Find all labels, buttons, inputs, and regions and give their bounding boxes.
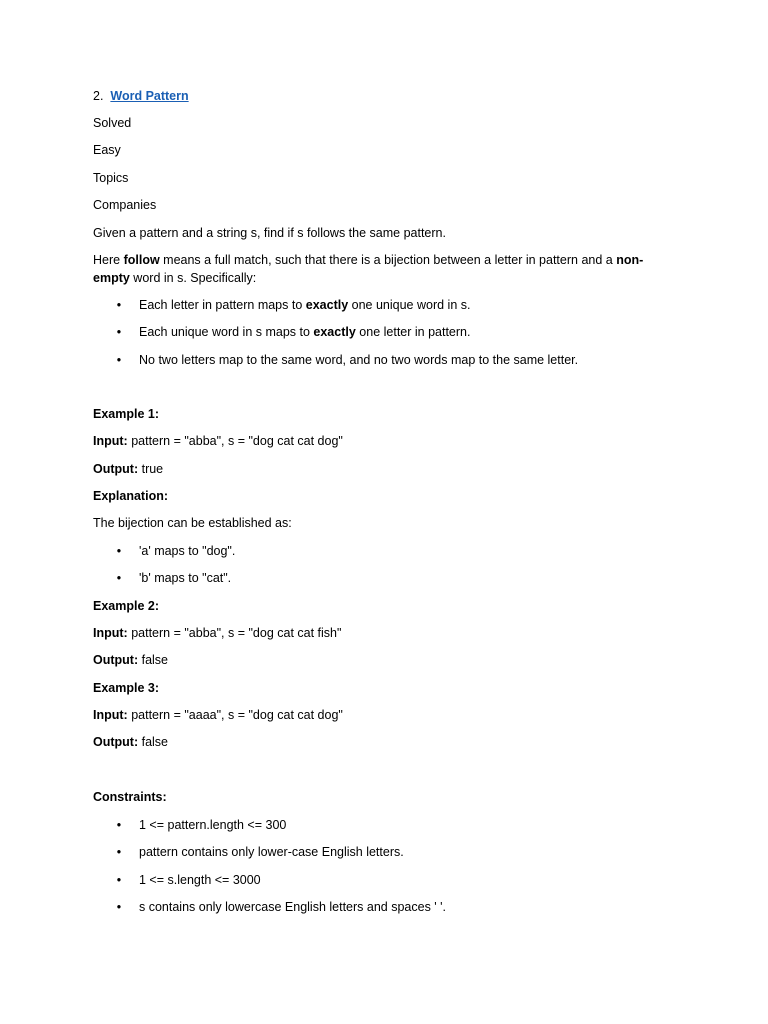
constraints-heading: Constraints: [93,790,167,804]
definition-bold-non: non- [616,253,644,267]
topics-text: Topics [93,171,129,185]
example-input: Input: pattern = "abba", s = "dog cat cat fish" [93,626,342,640]
list-item: Each letter in pattern maps to exactly one unique word in s. [139,298,471,312]
problem-number: 2. [93,89,104,103]
example-explanation-text: The bijection can be established as: [93,516,292,530]
example-output: Output: false [93,653,169,667]
example-input: Input: pattern = "aaaa", s = "dog cat cat dog" [93,708,343,722]
companies-text: Companies [93,198,157,212]
definition-text: Here [93,253,124,267]
definition-bold-follow: follow [123,253,160,267]
list-item: 1 <= s.length <= 3000 [139,873,261,887]
bullet: • [116,325,122,339]
example-heading: Example 3: [93,681,160,695]
definition-bold-empty: empty [93,271,130,285]
list-item: pattern contains only lower-case English letters. [139,845,404,859]
definition-text-end: word in s. Specifically: [129,271,257,285]
bullet: • [116,845,122,859]
bullet: • [116,873,122,887]
bullet: • [116,298,122,312]
example-heading: Example 1: [93,407,160,421]
problem-title-link[interactable]: Word Pattern [110,89,189,103]
list-item: s contains only lowercase English letters and spaces ' '. [139,900,447,914]
problem-title-line [93,88,189,104]
definition-paragraph-line2 [93,270,256,286]
bullet: • [116,544,122,558]
bullet: • [116,571,122,585]
status-text: Solved [93,116,132,130]
list-item: 'a' maps to "dog". [139,544,236,558]
list-item: 1 <= pattern.length <= 300 [139,818,287,832]
list-item: Each unique word in s maps to exactly one letter in pattern. [139,325,471,339]
bullet: • [116,818,122,832]
example-input: Input: pattern = "abba", s = "dog cat cat dog" [93,434,343,448]
intro-paragraph: Given a pattern and a string s, find if s follows the same pattern. [93,226,446,240]
bullet: • [116,900,122,914]
definition-text-mid: means a full match, such that there is a bijection between a letter in pattern and a [159,253,617,267]
difficulty-text: Easy [93,143,121,157]
example-output: Output: false [93,735,169,749]
example-output: Output: true [93,462,164,476]
list-item: 'b' maps to "cat". [139,571,232,585]
definition-paragraph-line1 [93,252,643,268]
example-heading: Example 2: [93,599,160,613]
list-item: No two letters map to the same word, and no two words map to the same letter. [139,353,579,367]
example-explanation-heading: Explanation: [93,489,169,503]
bullet: • [116,353,122,367]
